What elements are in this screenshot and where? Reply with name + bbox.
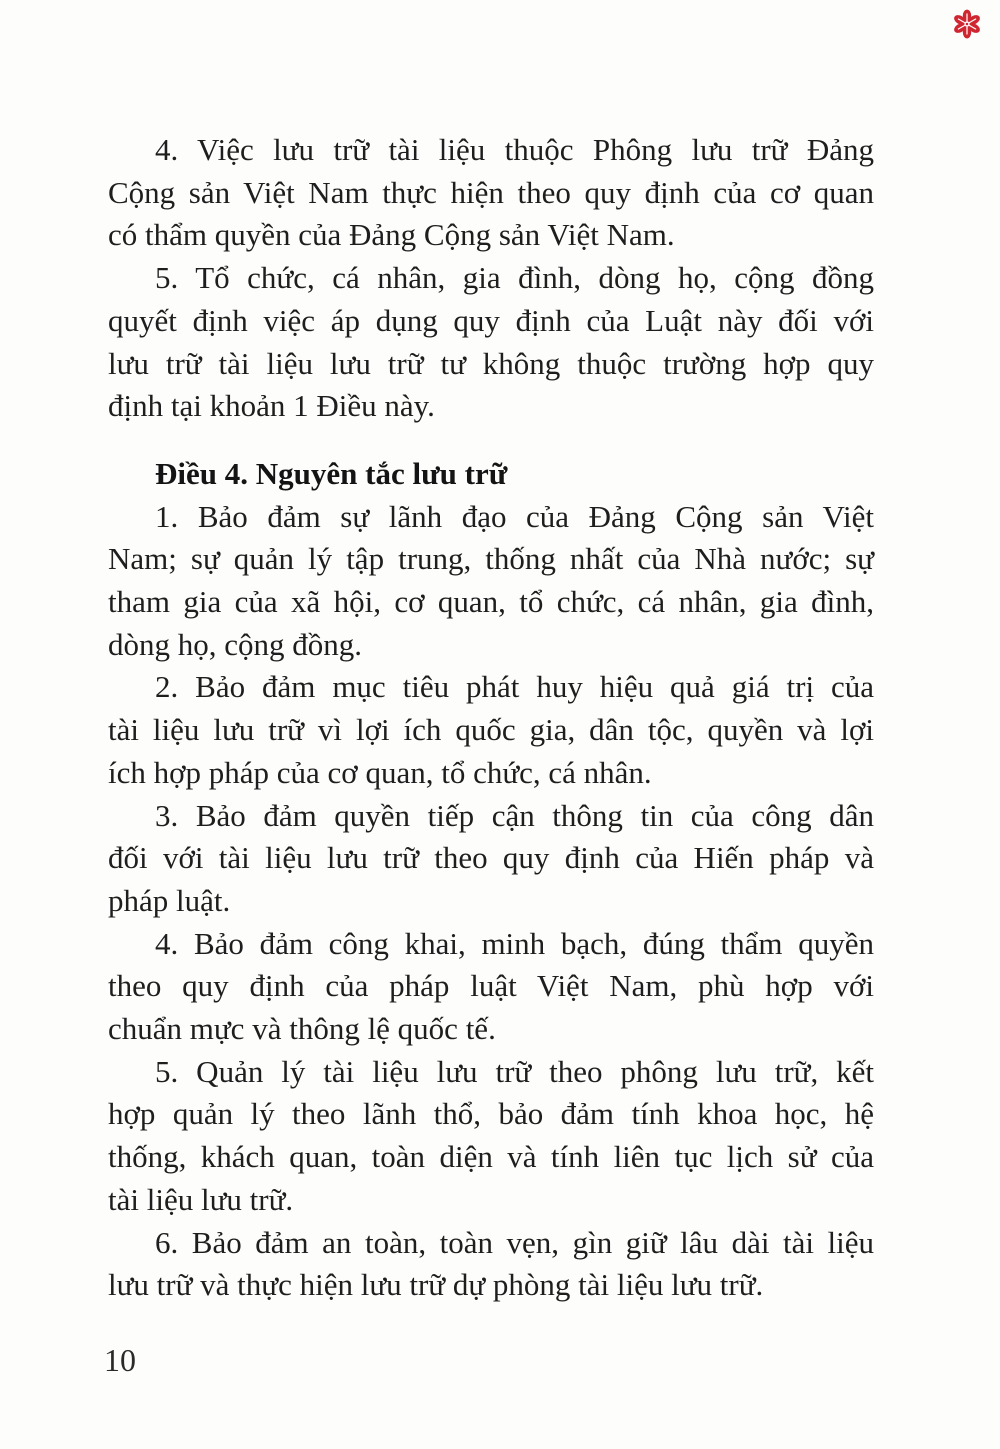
text-line: đối với tài liệu lưu trữ theo quy định của Hiến pháp và xyxy=(108,840,874,876)
text-line: 4. Bảo đảm công khai, minh bạch, đúng thẩm quyền xyxy=(155,925,874,961)
text-line: Cộng sản Việt Nam thực hiện theo quy định của cơ quan xyxy=(108,174,874,210)
text-line: lưu trữ và thực hiện lưu trữ dự phòng tài liệu lưu trữ. xyxy=(108,1267,764,1303)
text-line: Nam; sự quản lý tập trung, thống nhất của Nhà nước; sự xyxy=(108,541,874,577)
text-line: ích hợp pháp của cơ quan, tổ chức, cá nhân. xyxy=(108,754,652,790)
heading-line: Điều 4. Nguyên tắc lưu trữ xyxy=(155,455,508,491)
text-line: hợp quản lý theo lãnh thổ, bảo đảm tính khoa học, hệ xyxy=(108,1096,874,1132)
paragraph xyxy=(108,666,874,794)
text-line: 2. Bảo đảm mục tiêu phát huy hiệu quả giá trị của xyxy=(155,669,874,705)
text-line: theo quy định của pháp luật Việt Nam, phù hợp với xyxy=(108,968,874,1004)
text-line: định tại khoản 1 Điều này. xyxy=(108,388,435,424)
paragraph xyxy=(108,1051,874,1222)
text-line: quyết định việc áp dụng quy định của Luật này đối với xyxy=(108,302,874,338)
text-line: tài liệu lưu trữ. xyxy=(108,1181,294,1217)
page-number: 10 xyxy=(104,1342,136,1378)
text-column xyxy=(108,129,874,1307)
paragraph xyxy=(108,795,874,923)
flower-asterisk-icon xyxy=(952,9,982,39)
text-line: lưu trữ tài liệu lưu trữ tư không thuộc trường hợp quy xyxy=(108,345,874,381)
text-line: 6. Bảo đảm an toàn, toàn vẹn, gìn giữ lâu dài tài liệu xyxy=(155,1224,874,1260)
text-line: 4. Việc lưu trữ tài liệu thuộc Phông lưu trữ Đảng xyxy=(155,132,874,167)
text-line: tài liệu lưu trữ vì lợi ích quốc gia, dân tộc, quyền và lợi xyxy=(108,712,874,748)
text-line: tham gia của xã hội, cơ quan, tổ chức, cá nhân, gia đình, xyxy=(108,584,874,620)
text-line: 3. Bảo đảm quyền tiếp cận thông tin của công dân xyxy=(155,797,874,833)
section-heading xyxy=(108,453,874,496)
paragraph xyxy=(108,129,874,257)
paragraph xyxy=(108,257,874,428)
text-line: chuẩn mực và thông lệ quốc tế. xyxy=(108,1011,496,1047)
text-line: 5. Quản lý tài liệu lưu trữ theo phông lưu trữ, kết xyxy=(155,1053,874,1089)
text-line: 5. Tổ chức, cá nhân, gia đình, dòng họ, cộng đồng xyxy=(155,260,874,296)
text-line: có thẩm quyền của Đảng Cộng sản Việt Nam. xyxy=(108,217,675,253)
paragraph xyxy=(108,1222,874,1307)
text-line: thống, khách quan, toàn diện và tính liên tục lịch sử của xyxy=(108,1139,874,1175)
paragraph xyxy=(108,496,874,667)
paragraph xyxy=(108,923,874,1051)
text-line: pháp luật. xyxy=(108,882,231,918)
text-line: dòng họ, cộng đồng. xyxy=(108,626,363,662)
text-line: 1. Bảo đảm sự lãnh đạo của Đảng Cộng sản Việt xyxy=(155,498,874,534)
